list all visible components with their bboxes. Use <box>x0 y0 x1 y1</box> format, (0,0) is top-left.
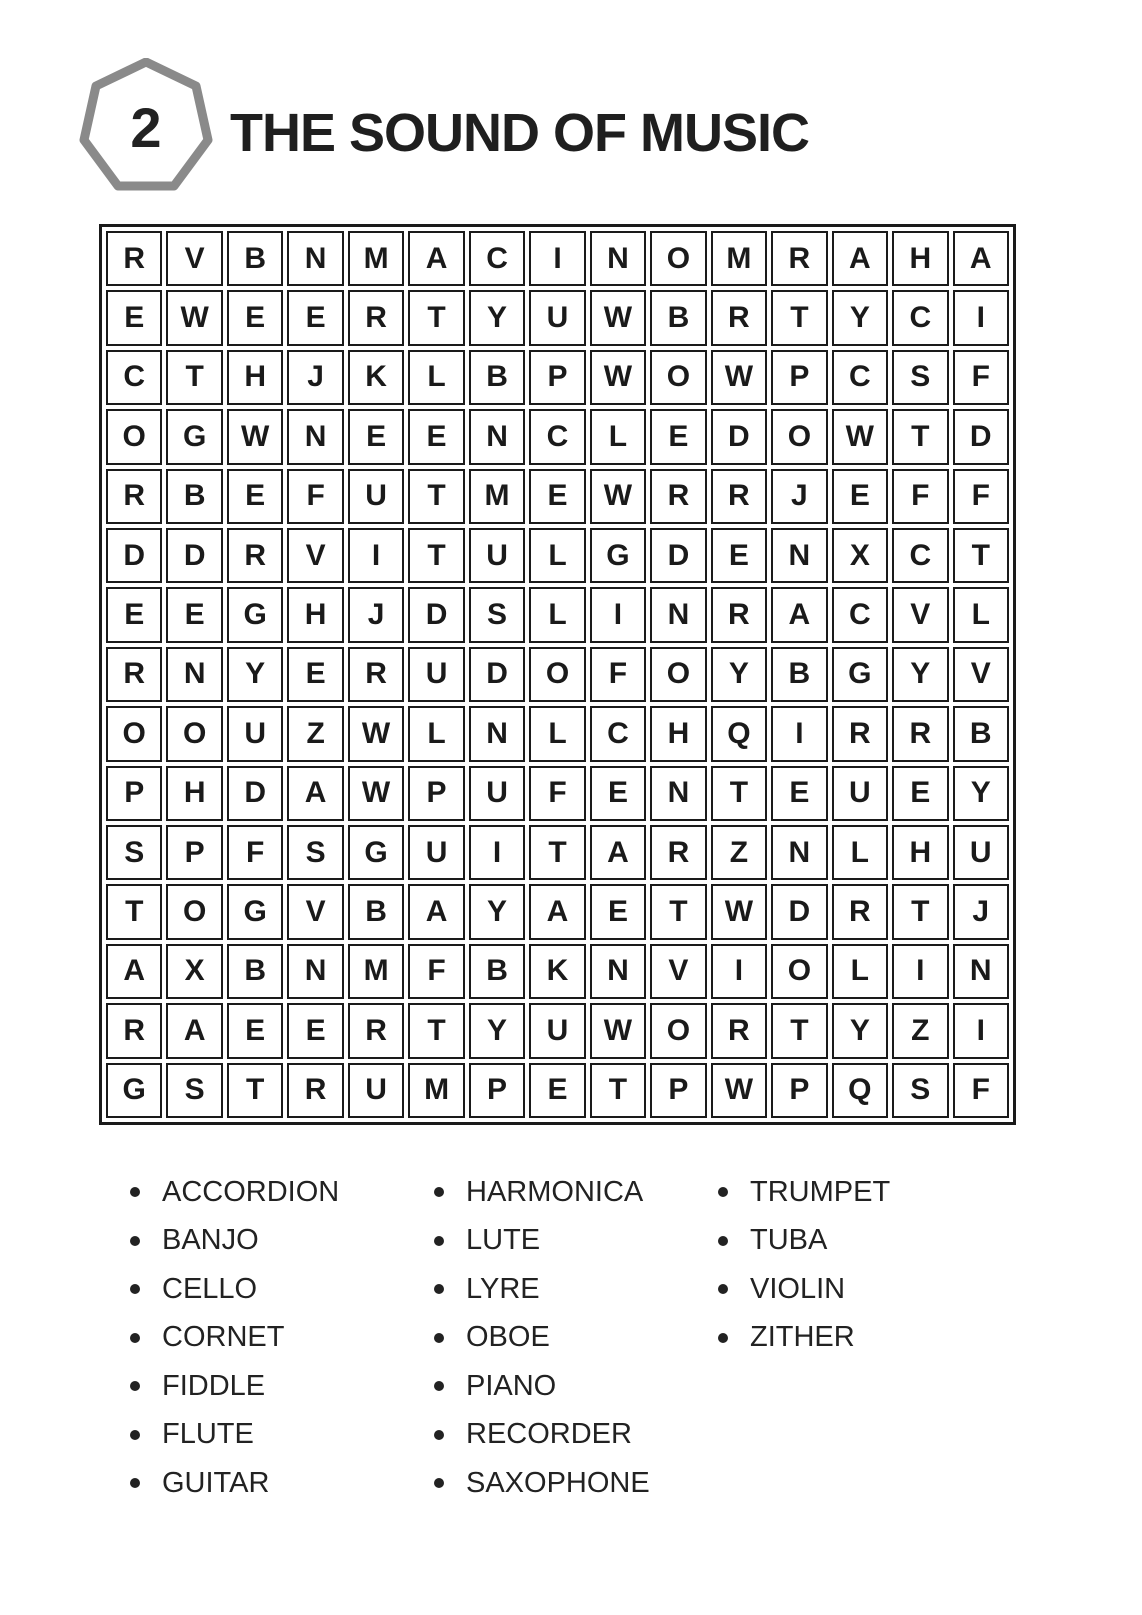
grid-cell[interactable]: D <box>469 647 525 702</box>
grid-cell[interactable]: A <box>287 766 343 821</box>
grid-cell[interactable]: Y <box>469 884 525 939</box>
word-label: ZITHER <box>750 1321 855 1354</box>
grid-cell[interactable]: Y <box>711 647 767 702</box>
word-label: TUBA <box>750 1224 828 1257</box>
grid-cell[interactable]: O <box>650 350 706 405</box>
grid-cell[interactable]: Z <box>287 706 343 761</box>
grid-cell[interactable]: E <box>348 409 404 464</box>
grid-cell[interactable]: F <box>529 766 585 821</box>
bullet-icon <box>434 1430 444 1440</box>
grid-cell[interactable]: O <box>650 647 706 702</box>
grid-cell[interactable]: R <box>892 706 948 761</box>
grid-cell[interactable]: E <box>892 766 948 821</box>
grid-cell[interactable]: S <box>892 1063 948 1118</box>
grid-cell[interactable]: B <box>771 647 827 702</box>
grid-cell[interactable]: U <box>348 1063 404 1118</box>
grid-cell[interactable]: I <box>529 231 585 286</box>
grid-cell[interactable]: S <box>469 587 525 642</box>
grid-cell[interactable]: C <box>892 290 948 345</box>
grid-cell[interactable]: H <box>227 350 283 405</box>
grid-cell[interactable]: E <box>711 528 767 583</box>
grid-cell[interactable]: H <box>892 825 948 880</box>
grid-cell[interactable]: N <box>287 409 343 464</box>
grid-cell[interactable]: M <box>348 944 404 999</box>
grid-cell[interactable]: W <box>711 884 767 939</box>
grid-cell[interactable]: T <box>771 290 827 345</box>
grid-cell[interactable]: U <box>408 825 464 880</box>
grid-cell[interactable]: L <box>408 350 464 405</box>
grid-cell[interactable]: F <box>287 469 343 524</box>
grid-cell[interactable]: N <box>771 825 827 880</box>
grid-cell[interactable]: K <box>348 350 404 405</box>
grid-cell[interactable]: I <box>953 290 1009 345</box>
grid-cell[interactable]: R <box>650 469 706 524</box>
grid-cell[interactable]: E <box>650 409 706 464</box>
grid-cell[interactable]: T <box>408 469 464 524</box>
word-label: BANJO <box>162 1224 259 1257</box>
grid-cell[interactable]: Y <box>892 647 948 702</box>
word-label: SAXOPHONE <box>466 1466 650 1499</box>
word-list-item <box>718 1168 890 1217</box>
word-label: LYRE <box>466 1272 540 1305</box>
bullet-icon <box>718 1236 728 1246</box>
grid-cell[interactable]: O <box>529 647 585 702</box>
grid-cell[interactable]: R <box>106 1003 162 1058</box>
grid-cell[interactable]: A <box>408 884 464 939</box>
word-list-column-1 <box>130 1168 339 1508</box>
grid-cell[interactable]: D <box>408 587 464 642</box>
grid-cell[interactable]: H <box>650 706 706 761</box>
grid-cell[interactable]: J <box>287 350 343 405</box>
grid-cell[interactable]: W <box>590 1003 646 1058</box>
grid-cell[interactable]: J <box>953 884 1009 939</box>
word-label: ACCORDION <box>162 1175 340 1208</box>
grid-cell[interactable]: E <box>106 290 162 345</box>
grid-cell[interactable]: Z <box>892 1003 948 1058</box>
grid-cell[interactable]: A <box>953 231 1009 286</box>
grid-cell[interactable]: O <box>650 1003 706 1058</box>
grid-cell[interactable]: R <box>348 290 404 345</box>
grid-cell[interactable]: D <box>650 528 706 583</box>
word-list-item <box>130 1217 339 1266</box>
grid-cell[interactable]: L <box>953 587 1009 642</box>
grid-cell[interactable]: A <box>106 944 162 999</box>
grid-cell[interactable]: E <box>287 647 343 702</box>
grid-cell[interactable]: L <box>408 706 464 761</box>
grid-cell[interactable]: Y <box>469 1003 525 1058</box>
word-label: CELLO <box>162 1272 258 1305</box>
grid-cell[interactable]: N <box>953 944 1009 999</box>
grid-cell[interactable]: R <box>106 647 162 702</box>
grid-cell[interactable]: E <box>227 290 283 345</box>
bullet-icon <box>130 1284 140 1294</box>
grid-cell[interactable]: N <box>287 944 343 999</box>
word-list-item <box>434 1459 650 1508</box>
word-label: LUTE <box>466 1224 541 1257</box>
grid-cell[interactable]: A <box>166 1003 222 1058</box>
grid-cell[interactable]: O <box>650 231 706 286</box>
grid-cell[interactable]: R <box>771 231 827 286</box>
grid-cell[interactable]: F <box>408 944 464 999</box>
grid-cell[interactable]: G <box>227 587 283 642</box>
word-list-item <box>130 1265 339 1314</box>
grid-cell[interactable]: X <box>832 528 888 583</box>
grid-cell[interactable]: U <box>227 706 283 761</box>
grid-cell[interactable]: P <box>408 766 464 821</box>
grid-cell[interactable]: C <box>469 231 525 286</box>
bullet-icon <box>130 1187 140 1197</box>
grid-cell[interactable]: B <box>469 944 525 999</box>
grid-cell[interactable]: P <box>771 350 827 405</box>
grid-cell[interactable]: F <box>953 469 1009 524</box>
grid-cell[interactable]: Y <box>953 766 1009 821</box>
grid-cell[interactable]: R <box>106 231 162 286</box>
word-search-grid <box>99 224 1016 1125</box>
grid-cell[interactable]: I <box>892 944 948 999</box>
grid-cell[interactable]: E <box>287 1003 343 1058</box>
grid-cell[interactable]: R <box>832 884 888 939</box>
grid-cell[interactable]: W <box>348 766 404 821</box>
grid-cell[interactable]: C <box>529 409 585 464</box>
grid-cell[interactable]: I <box>469 825 525 880</box>
word-list-item <box>130 1459 339 1508</box>
grid-cell[interactable]: E <box>106 587 162 642</box>
bullet-icon <box>434 1187 444 1197</box>
grid-cell[interactable]: D <box>953 409 1009 464</box>
grid-cell[interactable]: N <box>166 647 222 702</box>
word-list-item <box>434 1314 650 1363</box>
grid-cell[interactable]: O <box>166 884 222 939</box>
word-list-column-3 <box>718 1168 890 1362</box>
grid-cell[interactable]: W <box>590 290 646 345</box>
grid-cell[interactable]: L <box>529 587 585 642</box>
grid-cell[interactable]: B <box>166 469 222 524</box>
grid-cell[interactable]: E <box>590 884 646 939</box>
grid-cell[interactable]: D <box>771 884 827 939</box>
grid-cell[interactable]: A <box>590 825 646 880</box>
grid-cell[interactable]: U <box>348 469 404 524</box>
grid-cell[interactable]: P <box>106 766 162 821</box>
grid-cell[interactable]: R <box>287 1063 343 1118</box>
grid-cell[interactable]: N <box>469 409 525 464</box>
bullet-icon <box>130 1430 140 1440</box>
grid-cell[interactable]: L <box>590 409 646 464</box>
word-label: HARMONICA <box>466 1175 644 1208</box>
grid-cell[interactable]: V <box>287 528 343 583</box>
grid-cell[interactable]: K <box>529 944 585 999</box>
grid-cell[interactable]: S <box>287 825 343 880</box>
word-list-item <box>130 1168 339 1217</box>
word-list-item <box>434 1265 650 1314</box>
word-list-item <box>434 1168 650 1217</box>
grid-cell[interactable]: T <box>529 825 585 880</box>
grid-cell[interactable]: G <box>106 1063 162 1118</box>
grid-cell[interactable]: C <box>832 350 888 405</box>
bullet-icon <box>130 1478 140 1488</box>
word-list-item <box>130 1362 339 1411</box>
grid-cell[interactable]: T <box>771 1003 827 1058</box>
grid-cell[interactable]: L <box>529 528 585 583</box>
grid-cell[interactable]: U <box>469 766 525 821</box>
grid-cell[interactable]: T <box>408 1003 464 1058</box>
grid-cell[interactable]: Y <box>227 647 283 702</box>
bullet-icon <box>130 1236 140 1246</box>
grid-cell[interactable]: D <box>711 409 767 464</box>
grid-cell[interactable]: G <box>227 884 283 939</box>
grid-cell[interactable]: T <box>408 290 464 345</box>
grid-cell[interactable]: Q <box>832 1063 888 1118</box>
grid-cell[interactable]: I <box>711 944 767 999</box>
word-list-item <box>434 1362 650 1411</box>
grid-cell[interactable]: C <box>106 350 162 405</box>
word-list-item <box>718 1314 890 1363</box>
grid-cell[interactable]: I <box>348 528 404 583</box>
word-label: FLUTE <box>162 1418 254 1451</box>
word-label: TRUMPET <box>750 1175 891 1208</box>
grid-cell[interactable]: B <box>469 350 525 405</box>
grid-cell[interactable]: T <box>953 528 1009 583</box>
grid-cell[interactable]: S <box>166 1063 222 1118</box>
word-label: FIDDLE <box>162 1369 266 1402</box>
grid-cell[interactable]: F <box>953 350 1009 405</box>
grid-cell[interactable]: O <box>106 409 162 464</box>
grid-cell[interactable]: B <box>227 231 283 286</box>
grid-cell[interactable]: V <box>892 587 948 642</box>
grid-cell[interactable]: N <box>771 528 827 583</box>
puzzle-header <box>78 58 978 198</box>
grid-cell[interactable]: E <box>227 469 283 524</box>
grid-cell[interactable]: I <box>771 706 827 761</box>
grid-cell[interactable]: D <box>106 528 162 583</box>
puzzle-number-badge <box>78 58 214 198</box>
grid-cell[interactable]: P <box>529 350 585 405</box>
grid-cell[interactable]: O <box>771 409 827 464</box>
bullet-icon <box>130 1381 140 1391</box>
grid-cell[interactable]: F <box>892 469 948 524</box>
word-label: OBOE <box>466 1321 550 1354</box>
word-label: VIOLIN <box>750 1272 846 1305</box>
bullet-icon <box>718 1333 728 1343</box>
bullet-icon <box>434 1284 444 1294</box>
grid-cell[interactable]: S <box>892 350 948 405</box>
grid-cell[interactable]: V <box>953 647 1009 702</box>
word-label: GUITAR <box>162 1466 270 1499</box>
grid-cell[interactable]: T <box>166 350 222 405</box>
grid-cell[interactable]: Y <box>832 1003 888 1058</box>
grid-cell[interactable]: A <box>771 587 827 642</box>
grid-cell[interactable]: O <box>166 706 222 761</box>
grid-cell[interactable]: T <box>892 409 948 464</box>
word-list-item <box>434 1411 650 1460</box>
grid-cell[interactable]: E <box>529 1063 585 1118</box>
grid-cell[interactable]: P <box>771 1063 827 1118</box>
grid-cell[interactable]: F <box>227 825 283 880</box>
grid-cell[interactable]: L <box>832 944 888 999</box>
grid-cell[interactable]: J <box>348 587 404 642</box>
grid-cell[interactable]: G <box>832 647 888 702</box>
grid-cell[interactable]: M <box>348 231 404 286</box>
grid-cell[interactable]: W <box>348 706 404 761</box>
word-list-item <box>434 1217 650 1266</box>
grid-cell[interactable]: Y <box>469 290 525 345</box>
grid-cell[interactable]: V <box>166 231 222 286</box>
bullet-icon <box>434 1333 444 1343</box>
grid-cell[interactable]: O <box>106 706 162 761</box>
grid-cell[interactable]: W <box>711 1063 767 1118</box>
grid-cell[interactable]: W <box>832 409 888 464</box>
grid-cell[interactable]: E <box>590 766 646 821</box>
bullet-icon <box>718 1187 728 1197</box>
grid-cell[interactable]: W <box>590 350 646 405</box>
bullet-icon <box>434 1236 444 1246</box>
grid-cell[interactable]: U <box>408 647 464 702</box>
word-list-item <box>130 1314 339 1363</box>
grid-cell[interactable]: R <box>711 290 767 345</box>
grid-cell[interactable]: A <box>529 884 585 939</box>
grid-cell[interactable]: B <box>953 706 1009 761</box>
grid-cell[interactable]: R <box>650 825 706 880</box>
grid-cell[interactable]: T <box>590 1063 646 1118</box>
grid-cell[interactable]: R <box>348 1003 404 1058</box>
grid-cell[interactable]: C <box>832 587 888 642</box>
grid-cell[interactable]: R <box>711 587 767 642</box>
grid-cell[interactable]: B <box>650 290 706 345</box>
grid-cell[interactable]: P <box>650 1063 706 1118</box>
grid-cell[interactable]: Z <box>711 825 767 880</box>
grid-cell[interactable]: D <box>166 528 222 583</box>
grid-cell[interactable]: A <box>832 231 888 286</box>
word-list-item <box>130 1411 339 1460</box>
grid-cell[interactable]: T <box>650 884 706 939</box>
grid-cell[interactable]: N <box>650 766 706 821</box>
grid-cell[interactable]: H <box>166 766 222 821</box>
grid-cell[interactable]: O <box>771 944 827 999</box>
word-list-item <box>718 1217 890 1266</box>
grid-cell[interactable]: D <box>227 766 283 821</box>
grid-cell[interactable]: V <box>287 884 343 939</box>
grid-cell[interactable]: I <box>953 1003 1009 1058</box>
grid-cell[interactable]: W <box>166 290 222 345</box>
puzzle-number: 2 <box>130 96 162 159</box>
bullet-icon <box>130 1333 140 1343</box>
word-list-column-2 <box>434 1168 650 1508</box>
grid-cell[interactable]: U <box>953 825 1009 880</box>
bullet-icon <box>434 1478 444 1488</box>
grid-cell[interactable]: R <box>106 469 162 524</box>
bullet-icon <box>434 1381 444 1391</box>
word-list-item <box>718 1265 890 1314</box>
grid-cell[interactable]: G <box>166 409 222 464</box>
grid-cell[interactable]: T <box>892 884 948 939</box>
grid-cell[interactable]: R <box>711 469 767 524</box>
grid-cell[interactable]: R <box>227 528 283 583</box>
grid-cell[interactable]: T <box>106 884 162 939</box>
grid-cell[interactable]: U <box>529 290 585 345</box>
grid-cell[interactable]: W <box>711 350 767 405</box>
grid-cell[interactable]: Y <box>832 290 888 345</box>
grid-cell[interactable]: F <box>953 1063 1009 1118</box>
grid-cell[interactable]: R <box>711 1003 767 1058</box>
grid-cell[interactable]: B <box>348 884 404 939</box>
grid-cell[interactable]: E <box>408 409 464 464</box>
grid-cell[interactable]: E <box>227 1003 283 1058</box>
page-title: THE SOUND OF MUSIC <box>230 103 810 163</box>
grid-cell[interactable]: J <box>771 469 827 524</box>
grid-cell[interactable]: T <box>408 528 464 583</box>
grid-cell[interactable]: S <box>106 825 162 880</box>
grid-cell[interactable]: A <box>408 231 464 286</box>
grid-cell[interactable]: H <box>892 231 948 286</box>
grid-cell[interactable]: V <box>650 944 706 999</box>
word-label: PIANO <box>466 1369 557 1402</box>
grid-cell[interactable]: N <box>590 231 646 286</box>
grid-cell[interactable]: U <box>469 528 525 583</box>
grid-cell[interactable]: L <box>529 706 585 761</box>
grid-cell[interactable]: N <box>469 706 525 761</box>
grid-cell[interactable]: E <box>287 290 343 345</box>
grid-cell[interactable]: Q <box>711 706 767 761</box>
word-label: CORNET <box>162 1321 285 1354</box>
grid-cell[interactable]: T <box>711 766 767 821</box>
grid-cell[interactable]: M <box>469 469 525 524</box>
bullet-icon <box>718 1284 728 1294</box>
grid-cell[interactable]: R <box>832 706 888 761</box>
grid-cell[interactable]: L <box>832 825 888 880</box>
word-list <box>130 1168 1030 1528</box>
grid-cell[interactable]: G <box>590 528 646 583</box>
grid-cell[interactable]: E <box>529 469 585 524</box>
grid-cell[interactable]: X <box>166 944 222 999</box>
grid-cell[interactable]: U <box>832 766 888 821</box>
grid-cell[interactable]: C <box>892 528 948 583</box>
grid-cell[interactable]: B <box>227 944 283 999</box>
grid-cell[interactable]: M <box>408 1063 464 1118</box>
word-label: RECORDER <box>466 1418 632 1451</box>
grid-cell[interactable]: N <box>650 587 706 642</box>
grid-cell[interactable]: I <box>590 587 646 642</box>
grid-cell[interactable]: E <box>771 766 827 821</box>
grid-cell[interactable]: G <box>348 825 404 880</box>
grid-cell[interactable]: E <box>832 469 888 524</box>
grid-cell[interactable]: N <box>590 944 646 999</box>
grid-cell[interactable]: T <box>227 1063 283 1118</box>
grid-cell[interactable]: H <box>287 587 343 642</box>
grid-cell[interactable]: P <box>166 825 222 880</box>
grid-cell[interactable]: W <box>227 409 283 464</box>
grid-cell[interactable]: U <box>529 1003 585 1058</box>
grid-cell[interactable]: N <box>287 231 343 286</box>
grid-cell[interactable]: R <box>348 647 404 702</box>
grid-cell[interactable]: E <box>166 587 222 642</box>
grid-cell[interactable]: M <box>711 231 767 286</box>
grid-cell[interactable]: P <box>469 1063 525 1118</box>
grid-cell[interactable]: W <box>590 469 646 524</box>
grid-cell[interactable]: F <box>590 647 646 702</box>
grid-cell[interactable]: C <box>590 706 646 761</box>
